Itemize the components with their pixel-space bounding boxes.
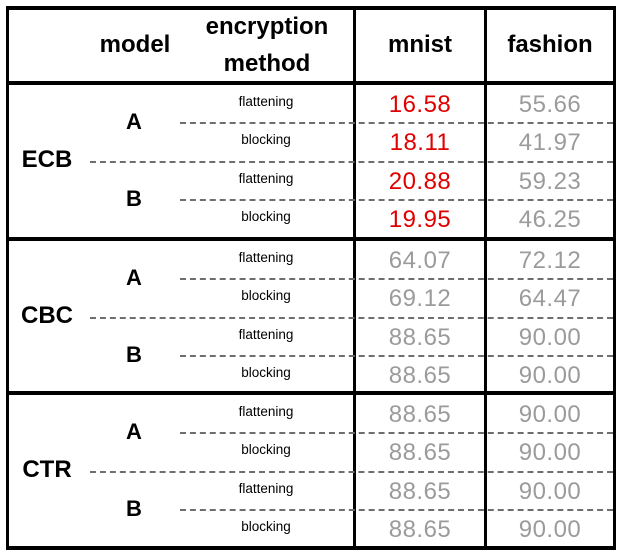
group-separator-ctr <box>90 471 613 473</box>
fashion-value: 41.97 <box>518 129 582 157</box>
row-separator-ctr-a <box>180 432 613 434</box>
method-cell: blocking <box>241 132 291 148</box>
mnist-value: 18.11 <box>389 129 451 157</box>
header-encryption-method-line2: method <box>223 50 311 77</box>
fashion-value: 59.23 <box>518 167 582 195</box>
row-separator-ecb-b <box>180 199 613 201</box>
fashion-value: 90.00 <box>518 323 582 351</box>
method-cell: blocking <box>241 519 291 535</box>
mnist-value: 69.12 <box>388 285 452 313</box>
mnist-value: 88.65 <box>388 362 452 390</box>
header-mnist: mnist <box>387 31 452 58</box>
table-right-border <box>613 6 616 550</box>
fashion-value: 90.00 <box>518 439 582 467</box>
group-separator-cbc <box>90 317 613 319</box>
method-cell: flattening <box>238 404 294 419</box>
mnist-value: 19.95 <box>388 206 452 234</box>
fashion-value: 90.00 <box>518 362 582 390</box>
model-label-ctr-b: B <box>126 496 142 522</box>
header-encryption-method-line1: encryption <box>205 13 329 40</box>
mnist-value: 88.65 <box>388 323 452 351</box>
mode-label-ecb: ECB <box>21 145 73 173</box>
fashion-value: 72.12 <box>518 247 582 274</box>
method-cell: flattening <box>238 326 294 342</box>
model-label-cbc-b: B <box>126 342 142 368</box>
method-cell: blocking <box>241 442 291 458</box>
fashion-value: 90.00 <box>518 516 582 544</box>
model-label-ecb-b: B <box>126 186 142 212</box>
mnist-value: 88.65 <box>388 439 452 467</box>
mnist-value: 88.65 <box>388 516 452 544</box>
header-model: model <box>99 31 171 58</box>
model-label-ctr-a: A <box>126 419 142 445</box>
fashion-value: 55.66 <box>518 91 582 118</box>
method-cell: flattening <box>238 250 294 265</box>
row-separator-cbc-b <box>180 355 613 357</box>
cbc-bottom-border <box>6 391 616 395</box>
mnist-value: 88.65 <box>388 401 452 428</box>
mode-label-cbc: CBC <box>21 301 73 329</box>
method-cell: blocking <box>241 365 291 381</box>
row-separator-cbc-a <box>180 278 613 280</box>
table-bottom-border <box>6 546 616 550</box>
fashion-value: 90.00 <box>518 477 582 505</box>
model-label-ecb-a: A <box>126 109 142 135</box>
mnist-value: 20.88 <box>388 167 452 195</box>
method-cell: blocking <box>241 209 291 225</box>
header-bottom-border <box>6 81 616 85</box>
row-separator-ctr-b <box>180 509 613 511</box>
method-cell: flattening <box>238 480 294 496</box>
ecb-bottom-border <box>6 237 616 241</box>
mnist-value: 88.65 <box>388 477 452 505</box>
method-cell: flattening <box>238 94 294 109</box>
fashion-value: 64.47 <box>518 285 582 313</box>
mnist-value: 64.07 <box>388 247 452 274</box>
mnist-value: 16.58 <box>388 91 452 118</box>
fashion-value: 46.25 <box>518 206 582 234</box>
model-label-cbc-a: A <box>126 265 142 291</box>
group-separator-ecb <box>90 161 613 163</box>
fashion-value: 90.00 <box>518 401 582 428</box>
mode-label-ctr: CTR <box>22 455 72 483</box>
method-cell: blocking <box>241 288 291 304</box>
table-top-border <box>6 6 616 10</box>
row-separator-ecb-a <box>180 122 613 124</box>
header-fashion: fashion <box>507 31 593 58</box>
table-left-border <box>6 6 9 550</box>
method-cell: flattening <box>238 170 294 186</box>
